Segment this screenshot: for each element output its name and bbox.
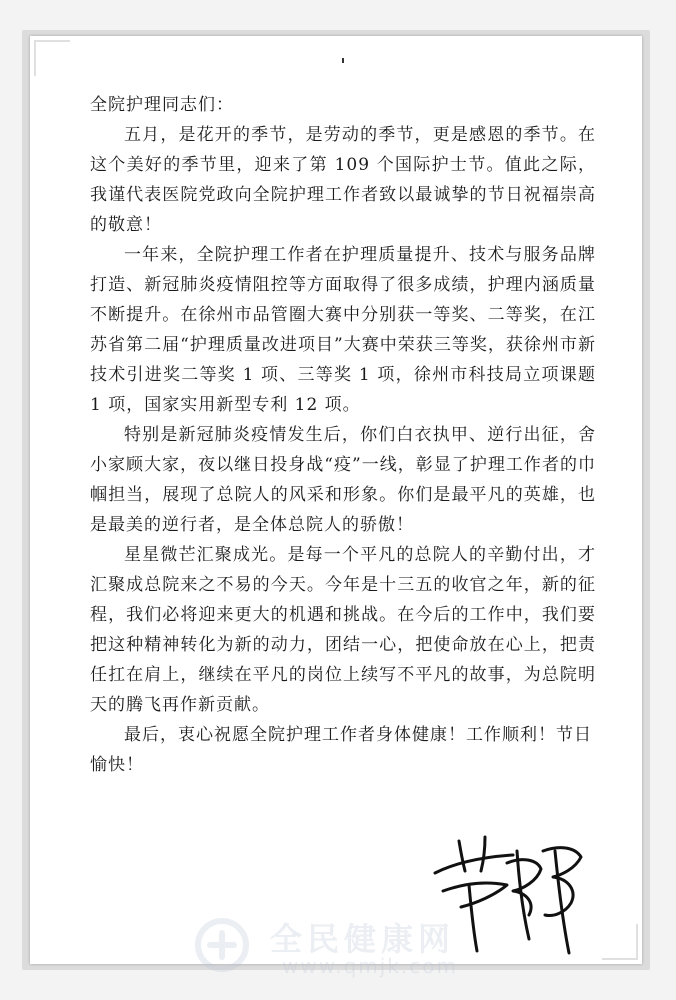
paper-mark: [342, 58, 344, 63]
letter-paper: [30, 36, 642, 964]
letter-paragraph-1: 五月，是花开的季节，是劳动的季节，更是感恩的季节。在这个美好的季节里，迎来了第 109 个国际护士节。值此之际，我谨代表医院党政向全院护理工作者致以最诚挚的节日祝福崇高的敬意！: [90, 125, 596, 235]
letter-body: [90, 90, 596, 780]
frame-corner-top-left: [34, 40, 70, 76]
watermark-url: www.qmjk.com: [282, 954, 458, 978]
letter-paragraph-4: 星星微芒汇聚成光。是每一个平凡的总院人的辛勤付出，才汇聚成总院来之不易的今天。今年是十三五的收官之年，新的征程，我们必将迎来更大的机遇和挑战。在今后的工作中，我们要把这种精神转化为新的动力，团结一心，把使命放在心上，把责任扛在肩上，继续在平凡的岗位上续写不平凡的故事，为总院明天的腾飞再作新贡献。: [90, 545, 596, 715]
letter-closing: 最后，衷心祝愿全院护理工作者身体健康！工作顺利！节日愉快！: [90, 725, 592, 775]
frame-corner-bottom-right: [602, 924, 638, 960]
letter-salutation: 全院护理同志们：: [90, 95, 234, 115]
letter-paragraph-2: 一年来，全院护理工作者在护理质量提升、技术与服务品牌打造、新冠肺炎疫情阻控等方面取得了很多成绩，护理内涵质量不断提升。在徐州市品管圈大赛中分别获一等奖、二等奖，在江苏省第二届“护理质量改进项目”大赛中荣获三等奖，获徐州市新技术引进奖二等奖 1 项、三等奖 1 项，徐州市科技局立项课题 1 项，国家实用新型专利 12 项。: [90, 245, 596, 415]
watermark-logo-icon: [190, 914, 254, 976]
site-watermark: [190, 912, 520, 982]
letter-paragraph-3: 特别是新冠肺炎疫情发生后，你们白衣执甲、逆行出征，舍小家顾大家，夜以继日投身战“疫”一线，彰显了护理工作者的巾帼担当，展现了总院人的风采和形象。你们是最平凡的英雄，也是最美的逆行者，是全体总院人的骄傲！: [90, 425, 596, 535]
watermark-site-name: 全民健康网: [270, 920, 456, 958]
